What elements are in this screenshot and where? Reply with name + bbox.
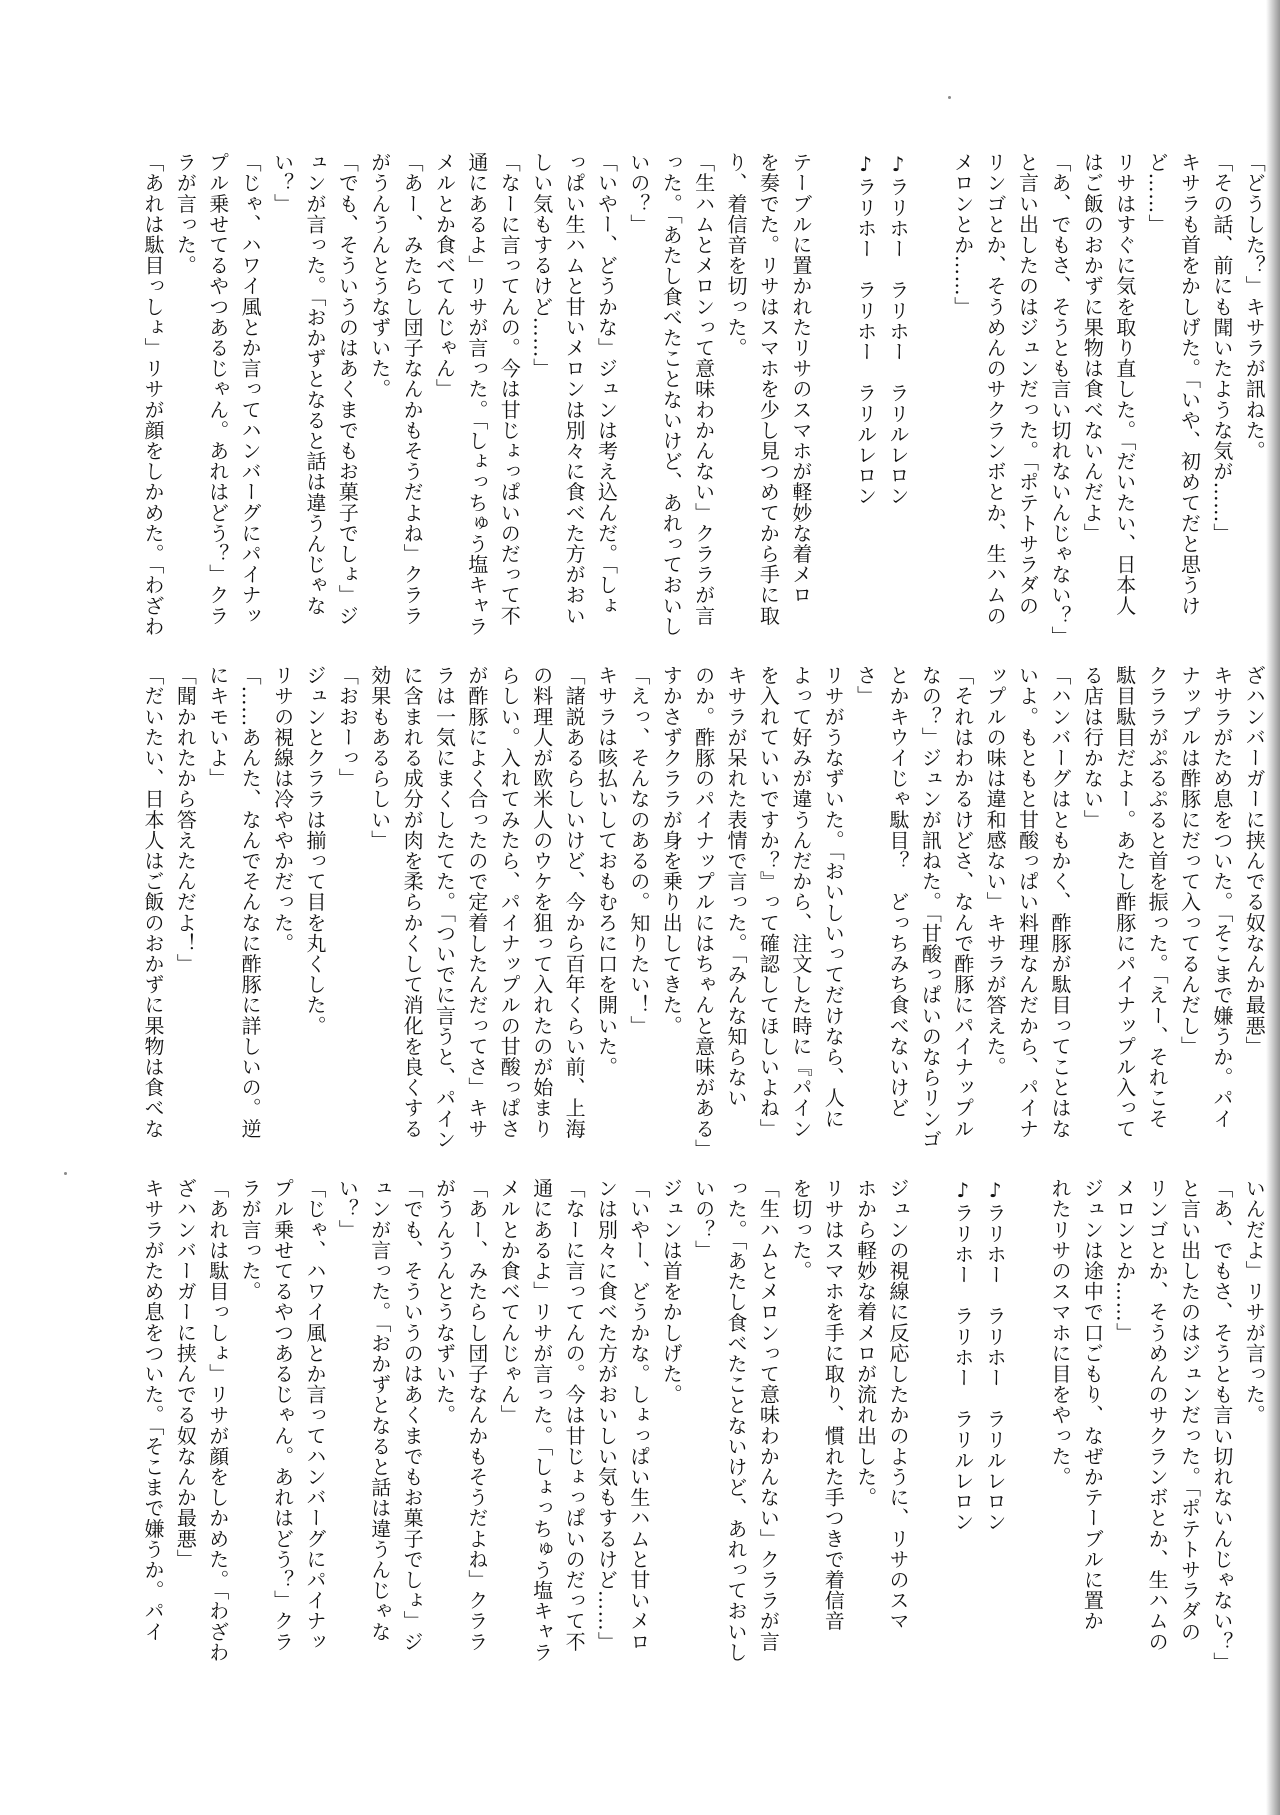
text-line: プル乗せてるやつあるじゃん。あれはどう？」クラ <box>270 1178 295 1652</box>
text-line: メロンとか……」 <box>950 152 975 317</box>
text-line: れたリサのスマホに目をやった。 <box>1047 1178 1072 1487</box>
text-line: 「でも、そういうのはあくまでもお菓子でしょ」ジ <box>400 1178 425 1652</box>
text-line: っぱい生ハムと甘いメロンは別々に食べた方がおい <box>562 152 587 626</box>
text-line <box>1016 1178 1040 1672</box>
text-line: と言い出したのはジュンだった。「ポテトサラダの <box>1177 1178 1202 1642</box>
text-line: ンは別々に食べた方がおいしい気もするけど……」 <box>594 1178 619 1652</box>
text-line: が酢豚によく合ったので定着したんだってさ」キサ <box>464 665 489 1139</box>
text-line: る店は行かない」 <box>1080 665 1105 830</box>
text-line: 「あれは駄目っしょ」リサが顔をしかめた。「わざわ <box>205 1178 230 1663</box>
text-line: キサラが呆れた表情で言った。「みんな知らない <box>724 665 749 1109</box>
text-line: と言い出したのはジュンだった。「ポテトサラダの <box>1015 152 1040 616</box>
text-line: 「えっ、そんなのあるの。知りたい！」 <box>626 665 651 1036</box>
text-line: ジュンの視線に反応したかのように、リサのスマ <box>885 1178 910 1632</box>
text-line <box>918 152 942 646</box>
text-line: の料理人が欧米人のウケを狙って入れたのが始まり <box>529 665 554 1139</box>
text-line: ュンが言った。「おかずとなると話は違うんじゃな <box>367 1178 392 1642</box>
text-line: 「諸説あるらしいけど、今から百年くらい前、上海 <box>562 665 587 1139</box>
text-column-bottom <box>141 1178 1266 1672</box>
text-line: ラは一気にまくしたてた。「ついでに言うと、パイン <box>432 665 457 1150</box>
text-line: にキモいよ」 <box>205 665 230 789</box>
text-line: ジュンは途中で口ごもり、なぜかテーブルに置か <box>1080 1178 1105 1632</box>
text-line: リンゴとか、そうめんのサクランボとか、生ハムの <box>1145 1178 1170 1652</box>
text-line: に含まれる成分が肉を柔らかくして消化を良くする <box>400 665 425 1139</box>
text-line: プル乗せてるやつあるじゃん。あれはどう？」クラ <box>205 152 230 626</box>
text-line: 「なーに言ってんの。今は甘じょっぱいのだって不 <box>562 1178 587 1652</box>
text-line: メルとか食べてんじゃん」 <box>497 1178 522 1426</box>
text-line <box>918 1178 942 1672</box>
text-line: 「その話、前にも聞いたような気が……」 <box>1209 152 1234 544</box>
text-line: 「おおーっ」 <box>335 665 360 789</box>
text-line: メロンとか……」 <box>1112 1178 1137 1343</box>
text-line: ♪ラリホー ラリホー ラリルレロン <box>983 1178 1008 1533</box>
text-line: ジュンは首をかしげた。 <box>659 1178 684 1405</box>
text-line: らしい。入れてみたら、パイナップルの甘酸っぱさ <box>497 665 522 1139</box>
text-line: ざハンバーガーに挟んでる奴なんか最悪」 <box>173 1178 198 1570</box>
text-line <box>821 152 845 646</box>
text-line: なの？」ジュンが訊ねた。「甘酸っぱいのならリンゴ <box>918 665 943 1150</box>
text-line: 「だいたい、日本人はご飯のおかずに果物は食べな <box>141 665 165 1139</box>
text-line: った。「あたし食べたことないけど、あれっておいし <box>724 1178 749 1663</box>
text-line: いんだよ」リサが言った。 <box>1242 1178 1267 1426</box>
text-line: 通にあるよ」リサが言った。「しょっちゅう塩キャラ <box>529 1178 554 1663</box>
paper-fleck <box>948 96 951 99</box>
text-column-top <box>141 152 1266 646</box>
text-column-middle <box>141 665 1266 1159</box>
text-line: キサラがため息をついた。「そこまで嫌うか。パイ <box>141 1178 165 1642</box>
text-line: 「いやー、どうかな」ジュンは考え込んだ。「しょ <box>594 152 619 616</box>
text-line: いの？」 <box>626 152 651 235</box>
text-line: り、着信音を切った。 <box>724 152 749 358</box>
text-line: 「どうした？」キサラが訊ねた。 <box>1242 152 1267 461</box>
text-line: ラが言った。 <box>238 1178 263 1302</box>
text-line: 「ハンバーグはともかく、酢豚が駄目ってことはな <box>1047 665 1072 1139</box>
text-line: いよ。もともと甘酸っぱい料理なんだから、パイナ <box>1015 665 1040 1139</box>
text-line: リサはすぐに気を取り直した。「だいたい、日本人 <box>1112 152 1137 616</box>
text-line: 「じゃ、ハワイ風とか言ってハンバーグにパイナッ <box>238 152 263 626</box>
text-line: さ」 <box>853 665 878 707</box>
text-line: った。「あたし食べたことないけど、あれっておいし <box>659 152 684 637</box>
text-line: い？」 <box>335 1178 360 1240</box>
text-line: とかキウイじゃ駄目？ どっちみち食べないけど <box>885 665 910 1119</box>
text-line: 「いやー、どうかな。しょっぱい生ハムと甘いメロ <box>626 1178 651 1652</box>
text-line: キサラは咳払いしておもむろに口を開いた。 <box>594 665 619 1077</box>
text-line: 「じゃ、ハワイ風とか言ってハンバーグにパイナッ <box>302 1178 327 1652</box>
text-line: 「でも、そういうのはあくまでもお菓子でしょ」ジ <box>335 152 360 626</box>
text-line: ♪ラリホー ラリホー ラリルレロン <box>950 1178 975 1533</box>
text-line: のか。酢豚のパイナップルにはちゃんと意味がある」 <box>691 665 716 1160</box>
text-line: 通にあるよ」リサが言った。「しょっちゅう塩キャラ <box>464 152 489 637</box>
text-line: ラが言った。 <box>173 152 198 276</box>
text-line: いの？」 <box>691 1178 716 1261</box>
text-line: 「……あんた、なんでそんなに酢豚に詳しいの。逆 <box>238 665 263 1139</box>
text-line: リサの視線は冷ややかだった。 <box>270 665 295 954</box>
text-line: リサはスマホを手に取り、慣れた手つきで着信音 <box>821 1178 846 1632</box>
text-line: ップルの味は違和感ない」キサラが答えた。 <box>983 665 1008 1077</box>
text-line: しい気もするけど……」 <box>529 152 554 379</box>
text-line: 「あー、みたらし団子なんかもそうだよね」クララ <box>464 1178 489 1652</box>
text-line: よって好みが違うんだから、注文した時に『パイン <box>788 665 813 1139</box>
text-line: を入れていいですか？』って確認してほしいよね」 <box>756 665 781 1139</box>
text-line: ジュンとクララは揃って目を丸くした。 <box>302 665 327 1036</box>
text-line: リンゴとか、そうめんのサクランボとか、生ハムの <box>983 152 1008 626</box>
text-line: 駄目駄目だよー。あたし酢豚にパイナップル入って <box>1112 665 1137 1139</box>
text-line: 効果もあるらしい」 <box>367 665 392 851</box>
text-line: ュンが言った。「おかずとなると話は違うんじゃな <box>302 152 327 616</box>
text-line: 「それはわかるけどさ、なんで酢豚にパイナップル <box>950 665 975 1139</box>
text-line: を奏でた。リサはスマホを少し見つめてから手に取 <box>756 152 781 626</box>
text-line: キサラも首をかしげた。「いや、初めてだと思うけ <box>1177 152 1202 616</box>
text-line: ざハンバーガーに挟んでる奴なんか最悪」 <box>1242 665 1267 1057</box>
text-line: がうんうんとうなずいた。 <box>432 1178 457 1426</box>
text-line: 「生ハムとメロンって意味わかんない」クララが言 <box>756 1178 781 1652</box>
text-line: テーブルに置かれたリサのスマホが軽妙な着メロ <box>788 152 813 606</box>
text-line: 「生ハムとメロンって意味わかんない」クララが言 <box>691 152 716 626</box>
text-line: ♪ラリホー ラリホー ラリルレロン <box>885 152 910 507</box>
page-edge-shadow <box>1266 0 1280 1815</box>
text-line: 「あー、みたらし団子なんかもそうだよね」クララ <box>400 152 425 626</box>
text-line: すかさずクララが身を乗り出してきた。 <box>659 665 684 1036</box>
text-line: 「なーに言ってんの。今は甘じょっぱいのだって不 <box>497 152 522 626</box>
text-line: ど……」 <box>1145 152 1170 235</box>
text-line: キサラがため息をついた。「そこまで嫌うか。パイ <box>1209 665 1234 1129</box>
text-line: い？」 <box>270 152 295 214</box>
text-line: ♪ラリホー ラリホー ラリルレロン <box>853 152 878 507</box>
text-line: 「あ、でもさ、そうとも言い切れないんじゃない？」 <box>1209 1178 1234 1673</box>
text-line: クララがぷるぷると首を振った。「えー、それこそ <box>1145 665 1170 1129</box>
text-line: 「あれは駄目っしょ」リサが顔をしかめた。「わざわ <box>141 152 165 637</box>
text-line: メルとか食べてんじゃん」 <box>432 152 457 400</box>
text-line: を切った。 <box>788 1178 813 1281</box>
text-line: ナップルは酢豚にだって入ってるんだし」 <box>1177 665 1202 1057</box>
text-line: リサがうなずいた。「おいしいってだけなら、人に <box>821 665 846 1129</box>
text-line: 「聞かれたから答えたんだよ！」 <box>173 665 198 974</box>
text-line: がうんうんとうなずいた。 <box>367 152 392 400</box>
text-line: ホから軽妙な着メロが流れ出した。 <box>853 1178 878 1508</box>
text-line: はご飯のおかずに果物は食べないんだよ」 <box>1080 152 1105 544</box>
paper-fleck <box>64 1172 67 1175</box>
text-line: 「あ、でもさ、そうとも言い切れないんじゃない？」 <box>1047 152 1072 647</box>
